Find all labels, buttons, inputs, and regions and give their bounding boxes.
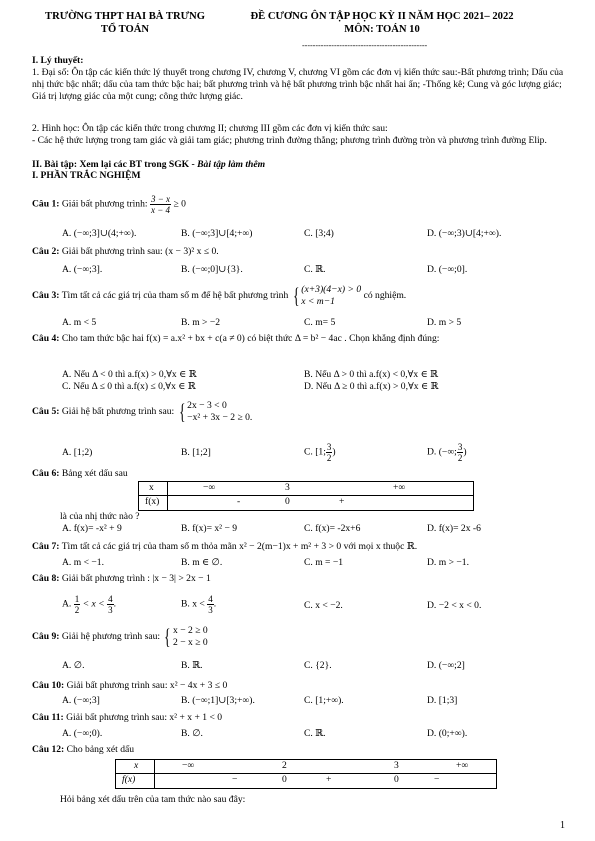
question-label: Câu 2:	[32, 246, 60, 257]
sign-table-q12	[115, 759, 497, 789]
fraction	[150, 194, 171, 215]
question-label: Câu 6:	[32, 468, 60, 479]
option-tail: .	[213, 598, 217, 610]
question-4	[32, 333, 564, 345]
question-10	[32, 680, 227, 692]
table-cell: +∞	[393, 482, 406, 493]
table-divider	[139, 495, 473, 496]
q4-option-a[interactable]: A. Nếu Δ < 0 thì a.f(x) > 0,∀x ∈ ℝ	[62, 369, 197, 380]
system-lines	[301, 284, 361, 308]
question-text: Bảng xét dấu sau	[61, 468, 128, 479]
q2-option-c[interactable]: C. ℝ.	[304, 264, 326, 275]
q11-option-b[interactable]: B. ∅.	[181, 728, 203, 739]
system-lines	[173, 625, 208, 649]
multiple-choice-heading: I. PHẦN TRẮC NGHIỆM	[32, 170, 141, 181]
q10-option-c[interactable]: C. [1;+∞).	[304, 695, 344, 706]
q10-option-a[interactable]: A. (−∞;3]	[62, 695, 100, 706]
table-cell: +	[326, 774, 332, 785]
question-label: Câu 5:	[32, 406, 60, 418]
table-cell: 3	[394, 760, 399, 771]
denominator: 3	[108, 605, 113, 615]
theory-geometry-paragraph: 2. Hình học: Ôn tập các kiến thức trong chương II; chương III gồm các đơn vị kiến thức sau:	[32, 123, 388, 134]
denominator: x − 4	[150, 205, 171, 215]
question-text: Giải hệ phương trình sau:	[61, 631, 161, 643]
system-line-1: x − 2 ≥ 0	[173, 625, 208, 636]
question-6	[32, 468, 128, 480]
system-line-1: 2x − 3 < 0	[187, 400, 227, 411]
q8-option-b[interactable]	[181, 594, 216, 615]
table-cell: x	[149, 482, 154, 493]
numerator: 3	[326, 442, 332, 452]
question-label: Câu 12:	[32, 744, 65, 755]
q10-option-d[interactable]: D. [1;3]	[427, 695, 458, 706]
q3-option-d[interactable]: D. m > 5	[427, 317, 462, 328]
question-9	[32, 625, 208, 649]
numerator: 4	[108, 594, 113, 604]
question-text: Giải bất phương trình sau: (x − 3)² x ≤ 0.	[61, 246, 219, 257]
theory-heading: I. Lý thuyết:	[32, 55, 84, 66]
q6-option-b[interactable]: B. f(x)= x² − 9	[181, 523, 238, 534]
document-title: ĐỀ CƯƠNG ÔN TẬP HỌC KỲ II NĂM HỌC 2021– 2022	[250, 11, 514, 22]
q6-option-a[interactable]: A. f(x)= -x² + 9	[62, 523, 122, 534]
q4-option-b[interactable]: B. Nếu Δ > 0 thì a.f(x) < 0,∀x ∈ ℝ	[304, 369, 439, 380]
q5-option-b[interactable]: B. [1;2]	[181, 447, 211, 458]
question-8	[32, 573, 211, 585]
option-tail: )	[463, 446, 467, 458]
system-line-2: −x² + 3x − 2 ≥ 0.	[187, 412, 253, 423]
q11-option-d[interactable]: D. (0;+∞).	[427, 728, 468, 739]
table-column-divider	[167, 482, 168, 510]
option-tail: .	[113, 598, 116, 610]
question-label: Câu 8:	[32, 573, 60, 584]
question-tail: có nghiệm.	[363, 290, 407, 302]
question-label: Câu 9:	[32, 631, 60, 643]
q1-option-c[interactable]: C. [3;4)	[304, 228, 334, 239]
question-text: Cho tam thức bậc hai f(x) = a.x² + bx + c(a ≠ 0) có biệt thức Δ = b² − 4ac . Chọn khẳng định đúng:	[61, 333, 440, 344]
exercise-heading-text: II. Bài tập: Xem lại các BT trong SGK -	[32, 159, 198, 170]
q11-option-a[interactable]: A. (−∞;0).	[62, 728, 103, 739]
table-cell: 0	[394, 774, 399, 785]
q10-option-b[interactable]: B. (−∞;1]∪[3;+∞).	[181, 695, 255, 706]
question-text: Giải bất phương trình:	[61, 198, 148, 210]
option-middle: < x <	[82, 598, 105, 610]
q1-option-d[interactable]: D. (−∞;3)∪[4;+∞).	[427, 228, 502, 239]
exam-header	[232, 10, 532, 36]
table-cell: f(x)	[122, 774, 136, 785]
question-text: Giải bất phương trình sau: x² + x + 1 < 0	[66, 712, 223, 723]
q2-option-d[interactable]: D. (−∞;0].	[427, 264, 468, 275]
table-cell: x	[134, 760, 139, 771]
q5-option-a[interactable]: A. [1;2)	[62, 447, 93, 458]
sign-table-q6	[138, 481, 474, 511]
system-line-1: (x+3)(4−x) > 0	[301, 284, 362, 295]
school-header	[30, 10, 220, 36]
q8-option-d[interactable]: D. −2 < x < 0.	[427, 600, 482, 611]
table-cell: +	[339, 496, 345, 507]
q3-option-b[interactable]: B. m > −2	[181, 317, 221, 328]
q9-option-d[interactable]: D. (−∞;2]	[427, 660, 465, 671]
department-name: TỔ TOÁN	[100, 24, 150, 35]
option-prefix: A.	[62, 598, 72, 610]
q5-option-c[interactable]	[304, 442, 336, 463]
system-line-2: x < m−1	[301, 296, 335, 307]
q12-after-text: Hỏi bảng xét dấu trên của tam thức nào sau đây:	[60, 794, 246, 805]
school-name: TRƯỜNG THPT HAI BÀ TRƯNG	[45, 11, 205, 22]
question-text: Cho bảng xét dấu	[66, 744, 135, 755]
q1-option-a[interactable]: A. (−∞;3]∪(4;+∞).	[62, 228, 137, 239]
numerator: 4	[208, 594, 213, 604]
q4-option-c[interactable]: C. Nếu Δ ≤ 0 thì a.f(x) ≤ 0,∀x ∈ ℝ	[62, 381, 196, 392]
table-cell: −∞	[203, 482, 216, 493]
subject-name: MÔN: TOÁN 10	[344, 24, 420, 35]
q1-option-b[interactable]: B. (−∞;3]∪[4;+∞)	[181, 228, 253, 239]
table-cell: +∞	[456, 760, 469, 771]
table-cell: -	[237, 496, 241, 507]
option-tail: )	[332, 446, 336, 458]
question-2	[32, 246, 219, 258]
question-5	[32, 400, 252, 424]
system-brace: {	[164, 624, 171, 649]
q2-option-a[interactable]: A. (−∞;3].	[62, 264, 103, 275]
exercise-extra-text: Bài tập làm thêm	[197, 159, 266, 170]
q3-option-a[interactable]: A. m < 5	[62, 317, 97, 328]
table-cell: 2	[282, 760, 287, 771]
question-label: Câu 7:	[32, 541, 60, 552]
option-prefix: B. x <	[181, 598, 205, 610]
numerator: 3 − x	[150, 194, 171, 204]
option-text: D. (−∞;	[427, 446, 457, 458]
question-label: Câu 3:	[32, 290, 60, 302]
system-line-2: 2 − x ≥ 0	[173, 637, 208, 648]
q6-after-text: là của nhị thức nào ?	[60, 511, 140, 522]
q6-option-d[interactable]: D. f(x)= 2x -6	[427, 523, 481, 534]
header-divider: -----------------------------------------------	[302, 41, 428, 50]
denominator: 2	[74, 605, 80, 615]
question-text: Tìm tất cả các giá trị của tham số m thỏa mãn x² − 2(m−1)x + m² + 3 > 0 với mọi x thuộc ℝ.	[61, 541, 418, 552]
q8-option-a[interactable]	[62, 594, 116, 615]
fraction	[74, 594, 81, 615]
table-cell: f(x)	[145, 496, 160, 507]
question-text: Giải hệ bất phương trình sau:	[61, 406, 175, 418]
system-brace: {	[292, 283, 300, 308]
question-label: Câu 10:	[32, 680, 65, 691]
question-text: Tìm tất cả các giá trị của tham số m để hệ bất phương trình	[61, 290, 289, 302]
question-label: Câu 1:	[32, 198, 60, 210]
q7-option-c[interactable]: C. m = −1	[304, 557, 344, 568]
numerator: 3	[457, 442, 463, 452]
table-cell: 0	[282, 774, 287, 785]
theory-algebra-paragraph: 1. Đại số: Ôn tập các kiến thức lý thuyết trong chương IV, chương V, chương VI gồm các đơn vị kiến thức sau:-Bất phương trình; Dấu của nhị thức bậc nhất; dấu của tam thức bậc hai; bất phương trình và hệ bất phương trình bậc nhất hai ẩn; -Thống kê; Cung và góc lượng giác; Giá trị lượng giác của một cung; công thức lượng giác.	[32, 67, 564, 102]
q6-option-c[interactable]: C. f(x)= -2x+6	[304, 523, 361, 534]
question-label: Câu 11:	[32, 712, 64, 723]
q7-option-d[interactable]: D. m > −1.	[427, 557, 470, 568]
theory-geometry-detail: - Các hệ thức lượng trong tam giác và giải tam giác; phương trình đường thẳng; phương trình đường tròn và phương trình đường Elip.	[32, 135, 547, 146]
question-11	[32, 712, 222, 724]
question-label: Câu 4:	[32, 333, 60, 344]
q4-option-d[interactable]: D. Nếu Δ ≥ 0 thì a.f(x) > 0,∀x ∈ ℝ	[304, 381, 439, 392]
q3-option-c[interactable]: C. m= 5	[304, 317, 336, 328]
q7-option-a[interactable]: A. m < −1.	[62, 557, 105, 568]
q9-option-a[interactable]: A. ∅.	[62, 660, 85, 671]
question-7	[32, 541, 417, 553]
table-cell: −∞	[182, 760, 195, 771]
table-cell: −	[232, 774, 238, 785]
question-text: Giải bất phương trình : |x − 3| > 2x − 1	[61, 573, 211, 584]
question-3	[32, 284, 406, 308]
q11-option-c[interactable]: C. ℝ.	[304, 728, 326, 739]
question-text: Giải bất phương trình sau: x² − 4x + 3 ≤ 0	[66, 680, 228, 691]
table-cell: 0	[285, 496, 290, 507]
table-column-divider	[154, 760, 155, 788]
q5-option-d[interactable]	[427, 442, 467, 463]
q9-option-b[interactable]: B. ℝ.	[181, 660, 203, 671]
q8-option-c[interactable]: C. x < −2.	[304, 600, 343, 611]
q7-option-b[interactable]: B. m ∈ ∅.	[181, 557, 223, 568]
system-lines	[187, 400, 252, 424]
system-brace: {	[178, 399, 186, 424]
table-cell: −	[434, 774, 440, 785]
numerator: 1	[74, 594, 80, 604]
denominator: 2	[326, 453, 332, 463]
question-1	[32, 194, 186, 215]
question-tail: ≥ 0	[173, 198, 186, 210]
q2-option-b[interactable]: B. (−∞;0]∪{3}.	[181, 264, 243, 275]
table-cell: 3	[285, 482, 290, 493]
option-text: C. [1;	[304, 446, 326, 458]
denominator: 3	[208, 605, 213, 615]
page-number: 1	[560, 820, 565, 831]
q9-option-c[interactable]: C. {2}.	[304, 660, 332, 671]
denominator: 2	[457, 453, 463, 463]
question-12	[32, 744, 134, 756]
